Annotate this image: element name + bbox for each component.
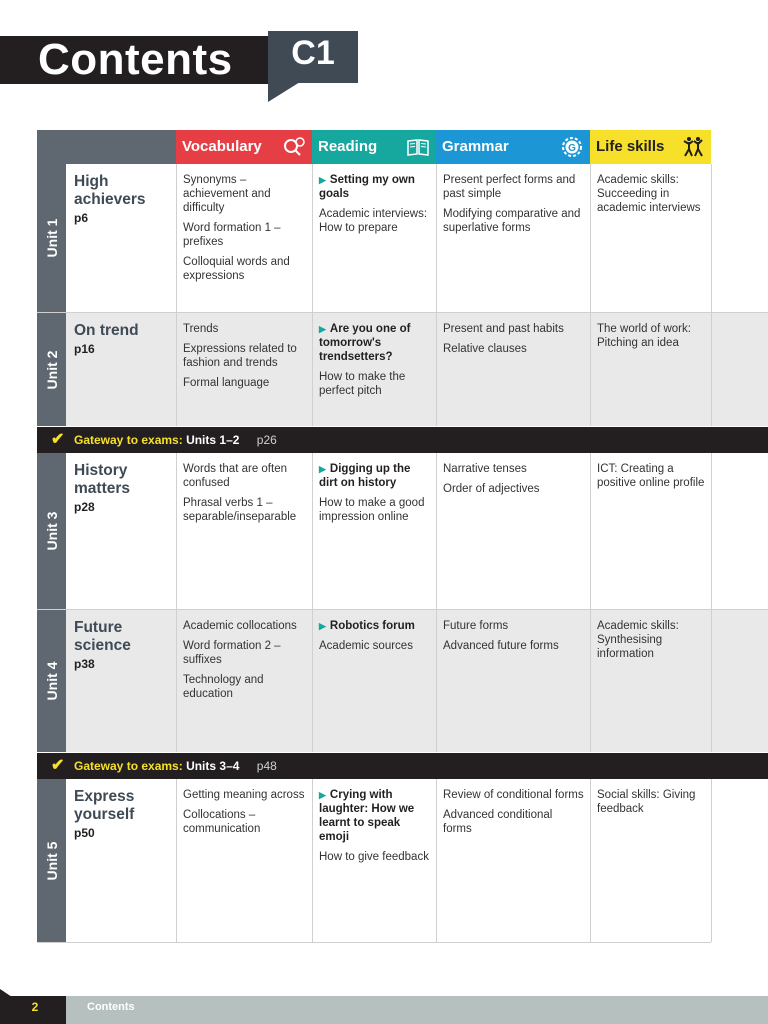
grammar-cell — [436, 610, 590, 752]
reading-title: ▶ Crying with laughter: How we learnt to speak emoji — [319, 788, 430, 844]
table-bottom-rule — [37, 942, 711, 943]
grammar-item: Advanced future forms — [443, 640, 559, 652]
gateway-text — [74, 427, 277, 453]
unit-title-cell — [66, 313, 176, 426]
gateway-banner[interactable] — [37, 753, 768, 779]
reading-item: How to make a good impression online — [319, 497, 425, 523]
grammar-item: Review of conditional forms — [443, 789, 584, 801]
unit-tab-label: Unit 1 — [43, 218, 60, 258]
spacer-cell — [711, 610, 768, 752]
unit-row — [37, 164, 768, 312]
gateway-page: p26 — [256, 433, 277, 447]
unit-title: History matters — [74, 462, 130, 497]
life-skills-item: Academic skills: Synthesising information — [597, 620, 679, 660]
grammar-item: Order of adjectives — [443, 483, 540, 495]
level-badge-tail — [268, 82, 300, 102]
life-skills-cell — [590, 610, 711, 752]
grammar-item: Future forms — [443, 620, 509, 632]
reading-item: Academic sources — [319, 640, 413, 652]
reading-cell — [312, 453, 436, 609]
reading-title: ▶ Setting my own goals — [319, 173, 430, 201]
vocabulary-item: Synonyms – achievement and difficulty — [183, 174, 271, 214]
unit-title: Future science — [74, 619, 131, 654]
vocabulary-item: Word formation 1 – prefixes — [183, 222, 281, 248]
vocabulary-item: Academic collocations — [183, 620, 297, 632]
reading-title: ▶ Robotics forum — [319, 619, 430, 633]
life-skills-header-label: Life skills — [596, 138, 665, 155]
unit-title: High achievers — [74, 173, 146, 208]
unit-row — [37, 609, 768, 752]
grammar-item: Relative clauses — [443, 343, 527, 355]
grammar-item: Present and past habits — [443, 323, 564, 335]
unit-tab — [37, 164, 66, 312]
level-label: C1 — [291, 34, 335, 72]
unit-tab-label: Unit 5 — [43, 841, 60, 880]
unit-tab — [37, 610, 66, 752]
unit-tab-label: Unit 3 — [43, 511, 60, 551]
vocabulary-cell — [176, 313, 312, 426]
vocabulary-item: Phrasal verbs 1 – separable/inseparable — [183, 497, 297, 523]
grammar-cell — [436, 453, 590, 609]
gateway-units: Units 1–2 — [186, 433, 240, 447]
grammar-item: Narrative tenses — [443, 463, 527, 475]
unit-title-cell — [66, 453, 176, 609]
unit-tab-label: Unit 4 — [43, 661, 60, 701]
unit-row — [37, 312, 768, 426]
unit-title-cell — [66, 164, 176, 312]
grammar-cell — [436, 164, 590, 312]
svg-text:G: G — [568, 143, 576, 154]
gateway-text — [74, 753, 277, 779]
grammar-cell — [436, 779, 590, 942]
unit-page: p6 — [74, 211, 89, 225]
magnifier-icon — [282, 135, 306, 159]
reading-title: ▶ Digging up the dirt on history — [319, 462, 430, 490]
table-header-row — [37, 130, 768, 164]
life-skills-item: Social skills: Giving feedback — [597, 789, 696, 815]
life-skills-cell — [590, 313, 711, 426]
gateway-page: p48 — [256, 759, 277, 773]
checkmark-icon: ✔ — [51, 757, 65, 774]
checkmark-icon: ✔ — [51, 431, 65, 448]
reading-item: Academic interviews: How to prepare — [319, 208, 428, 234]
unit-row — [37, 453, 768, 609]
spacer-cell — [711, 313, 768, 426]
life-skills-item: ICT: Creating a positive online profile — [597, 463, 705, 489]
reading-cell — [312, 164, 436, 312]
vocabulary-cell — [176, 779, 312, 942]
gateway-label: Gateway to exams: — [74, 759, 183, 773]
reading-cell — [312, 313, 436, 426]
unit-title-cell — [66, 779, 176, 942]
vocabulary-item: Word formation 2 – suffixes — [183, 640, 281, 666]
unit-tab — [37, 453, 66, 609]
unit-page: p38 — [74, 657, 95, 671]
grammar-item: Modifying comparative and superlative forms — [443, 208, 581, 234]
page-title: Contents — [38, 35, 233, 84]
vocabulary-item: Words that are often confused — [183, 463, 287, 489]
unit-page: p28 — [74, 500, 95, 514]
spacer-cell — [711, 779, 768, 942]
unit-tab — [37, 779, 66, 942]
vocabulary-item: Colloquial words and expressions — [183, 256, 290, 282]
column-header-life-skills — [590, 130, 711, 164]
reading-cell — [312, 779, 436, 942]
vocabulary-cell — [176, 610, 312, 752]
vocabulary-item: Getting meaning across — [183, 789, 305, 801]
gateway-banner[interactable] — [37, 427, 768, 453]
life-skills-item: Academic skills: Succeeding in academic interviews — [597, 174, 701, 214]
reading-header-label: Reading — [318, 138, 378, 155]
vocabulary-cell — [176, 453, 312, 609]
unit-page: p50 — [74, 826, 95, 840]
unit-title: On trend — [74, 322, 139, 339]
spacer-cell — [711, 453, 768, 609]
grammar-header-label: Grammar — [442, 138, 509, 155]
life-skills-cell — [590, 779, 711, 942]
vocabulary-item: Formal language — [183, 377, 270, 389]
unit-tab-label: Unit 2 — [43, 350, 60, 389]
gear-g-icon — [560, 135, 584, 159]
column-header-vocabulary — [176, 130, 312, 164]
reading-item: How to give feedback — [319, 851, 429, 863]
unit-title: Express yourself — [74, 788, 135, 823]
column-header-grammar — [436, 130, 590, 164]
page-number: 2 — [31, 1000, 39, 1014]
vocabulary-item: Expressions related to fashion and trends — [183, 343, 297, 369]
spacer-cell — [711, 164, 768, 312]
vocabulary-item: Technology and education — [183, 674, 264, 700]
grammar-item: Advanced conditional forms — [443, 809, 553, 835]
jumping-people-icon — [681, 135, 705, 159]
column-header-reading — [312, 130, 436, 164]
grammar-cell — [436, 313, 590, 426]
vocabulary-item: Trends — [183, 323, 219, 335]
gateway-units: Units 3–4 — [186, 759, 240, 773]
vocabulary-cell — [176, 164, 312, 312]
vocabulary-header-label: Vocabulary — [182, 138, 262, 155]
unit-page: p16 — [74, 342, 95, 356]
reading-title: ▶ Are you one of tomorrow's trendsetters? — [319, 322, 430, 364]
life-skills-cell — [590, 164, 711, 312]
unit-row — [37, 779, 768, 942]
header-blank-cell — [37, 130, 176, 164]
header-spacer — [711, 130, 768, 164]
unit-title-cell — [66, 610, 176, 752]
unit-tab — [37, 313, 66, 426]
life-skills-cell — [590, 453, 711, 609]
life-skills-item: The world of work: Pitching an idea — [597, 323, 691, 349]
vocabulary-item: Collocations – communication — [183, 809, 261, 835]
grammar-item: Present perfect forms and past simple — [443, 174, 576, 200]
reading-cell — [312, 610, 436, 752]
gateway-label: Gateway to exams: — [74, 433, 183, 447]
footer-label: Contents — [87, 1001, 135, 1013]
reading-item: How to make the perfect pitch — [319, 371, 406, 397]
book-icon — [406, 135, 430, 159]
